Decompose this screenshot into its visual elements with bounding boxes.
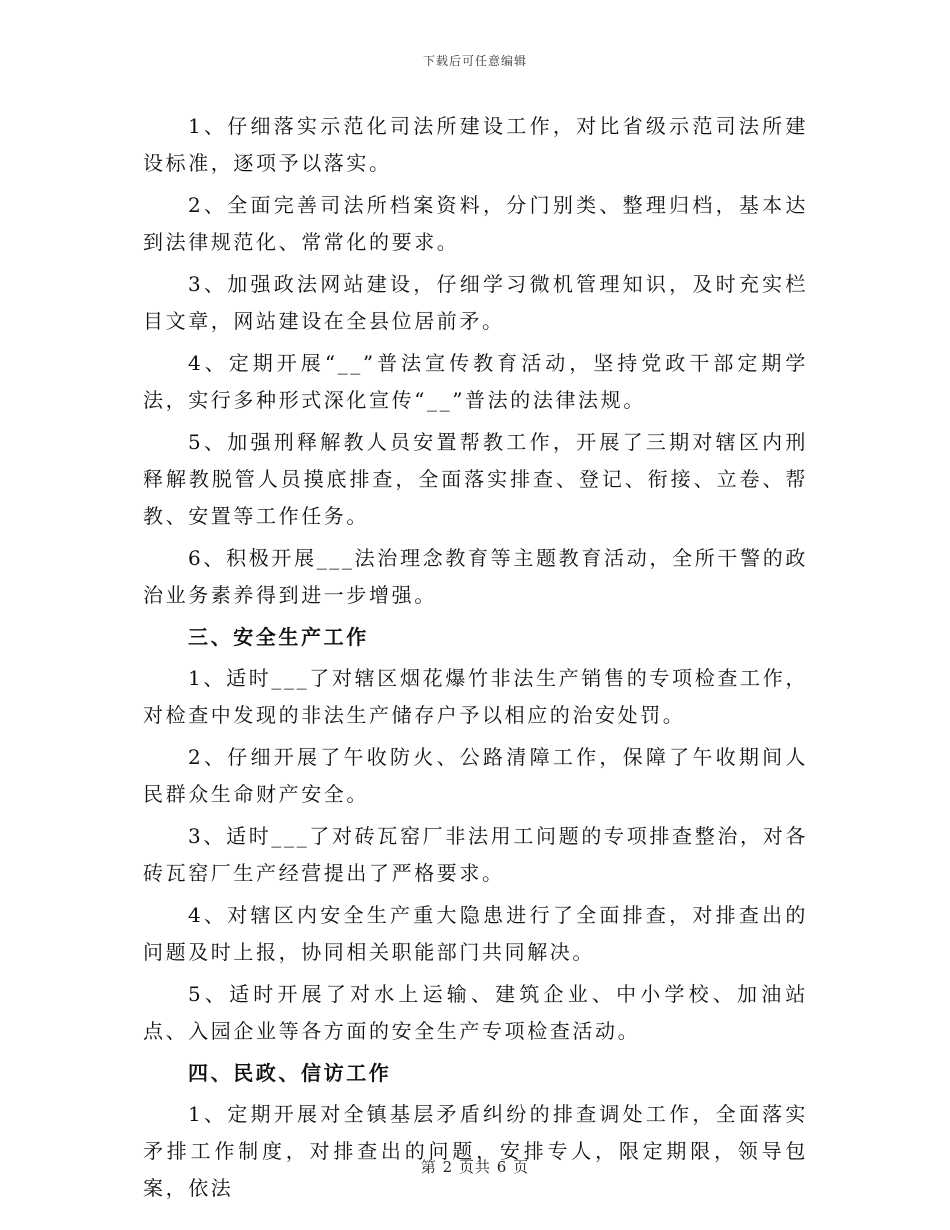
paragraph-s3-item-5: 5、适时开展了对水上运输、建筑企业、中小学校、加油站点、入园企业等各方面的安全生产专项检查活动。: [143, 982, 808, 1043]
paragraph-s2-item-6: 6、积极开展___法治理念教育等主题教育活动，全所干警的政治业务素养得到进一步增强。: [143, 546, 808, 607]
section-heading-safety: 三、安全生产工作: [188, 625, 369, 649]
page-number-footer: 第 2 页共 6 页: [420, 1158, 530, 1176]
paragraph-s3-item-4: 4、对辖区内安全生产重大隐患进行了全面排查，对排查出的问题及时上报，协同相关职能部门共同解决。: [143, 903, 808, 964]
page-header-note: 下载后可任意编辑: [422, 54, 527, 68]
paragraph-s3-item-3: 3、适时___了对砖瓦窑厂非法用工问题的专项排查整治，对各砖瓦窑厂生产经营提出了严格要求。: [143, 824, 808, 885]
paragraph-s2-item-3: 3、加强政法网站建设，仔细学习微机管理知识，及时充实栏目文章，网站建设在全县位居前矛。: [143, 272, 808, 333]
paragraph-s2-item-4: 4、定期开展“__”普法宣传教育活动，坚持党政干部定期学法，实行多种形式深化宣传“__”普法的法律法规。: [143, 351, 808, 412]
section-heading-civil-affairs: 四、民政、信访工作: [188, 1061, 392, 1085]
paragraph-s2-item-1: 1、仔细落实示范化司法所建设工作，对比省级示范司法所建设标准，逐项予以落实。: [143, 114, 808, 175]
paragraph-s3-item-2: 2、仔细开展了午收防火、公路清障工作，保障了午收期间人民群众生命财产安全。: [143, 745, 808, 806]
paragraph-s2-item-2: 2、全面完善司法所档案资料，分门别类、整理归档，基本达到法律规范化、常常化的要求。: [143, 193, 808, 254]
paragraph-s2-item-5: 5、加强刑释解教人员安置帮教工作，开展了三期对辖区内刑释解教脱管人员摸底排查，全面落实排查、登记、衔接、立卷、帮教、安置等工作任务。: [143, 430, 808, 528]
document-body: [143, 108, 808, 1212]
paragraph-s4-item-1: 1、定期开展对全镇基层矛盾纠纷的排查调处工作，全面落实矛排工作制度，对排查出的问题，安排专人，限定期限，领导包案，依法: [143, 1102, 808, 1200]
paragraph-s3-item-1: 1、适时___了对辖区烟花爆竹非法生产销售的专项检查工作，对检查中发现的非法生产储存户予以相应的治安处罚。: [143, 666, 808, 727]
